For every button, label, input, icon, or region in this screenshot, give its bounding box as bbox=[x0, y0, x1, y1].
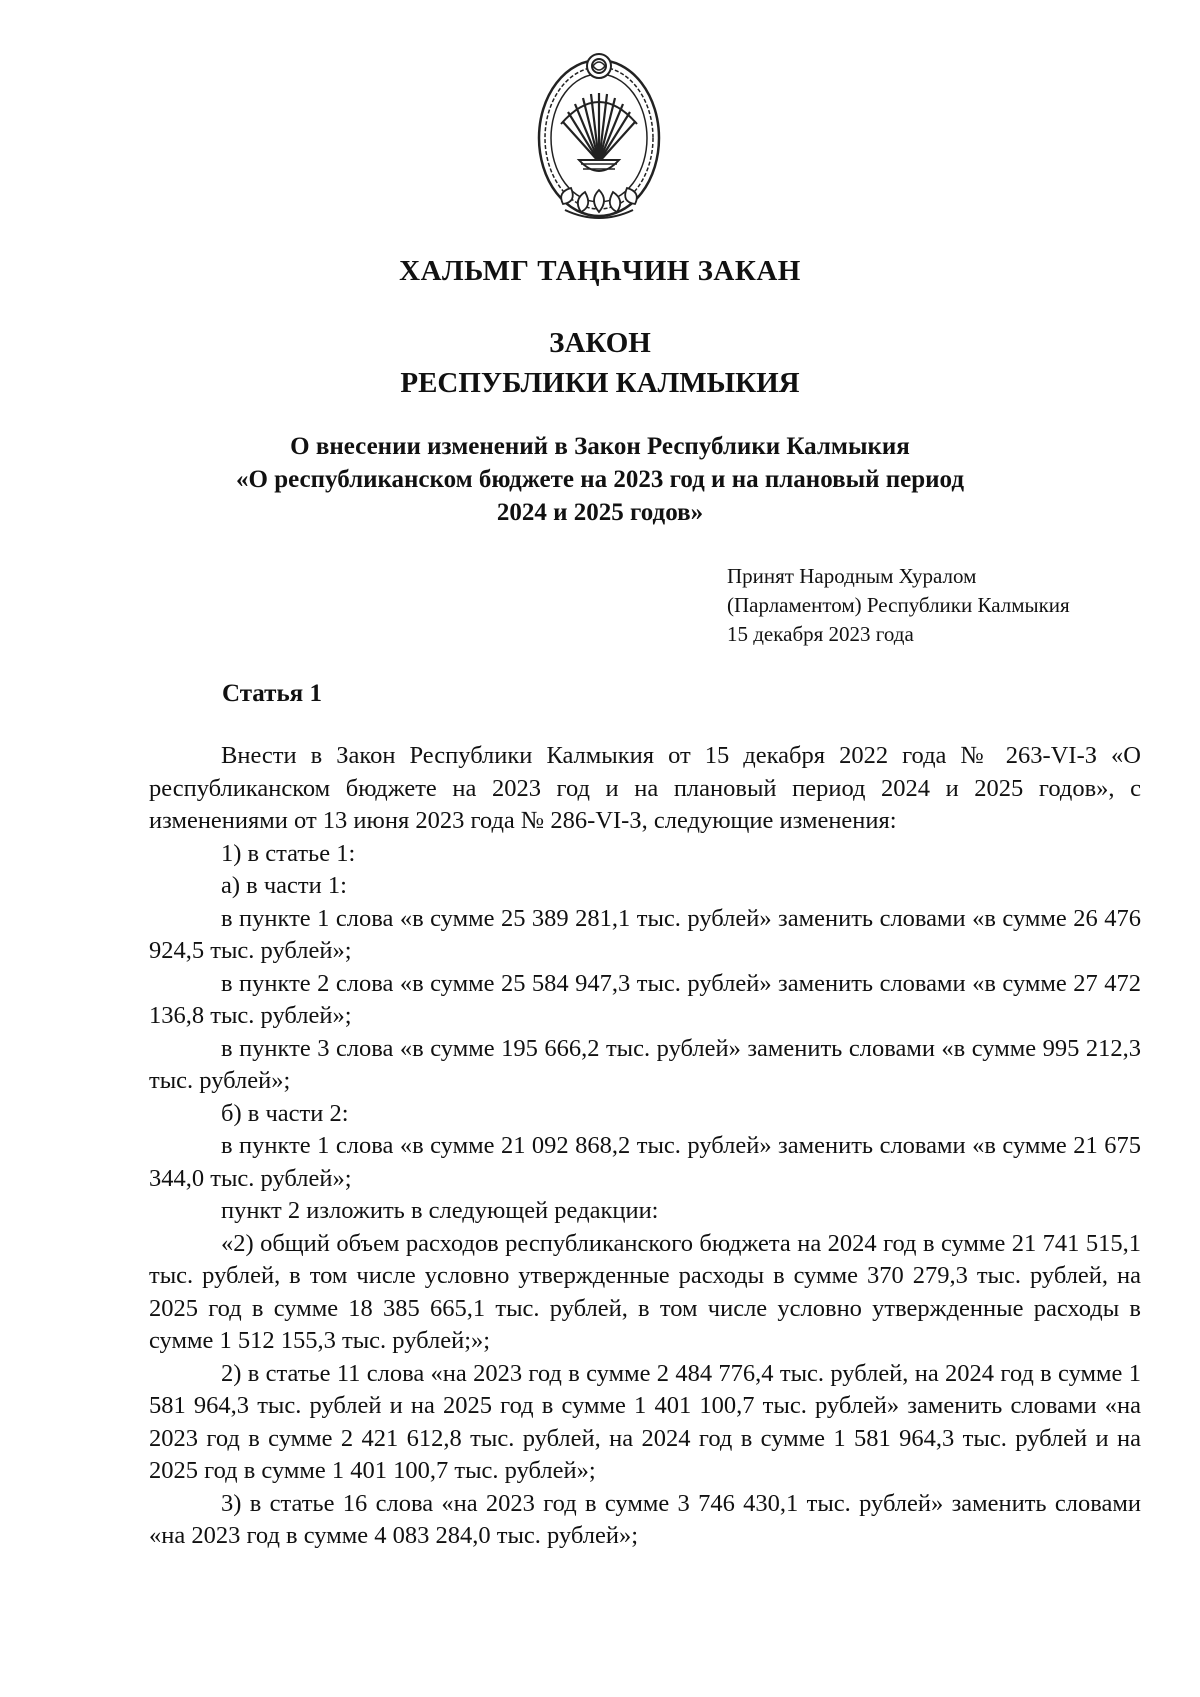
paragraph: в пункте 3 слова «в сумме 195 666,2 тыс. рублей» заменить словами «в сумме 995 212,3 тыс. рублей»; bbox=[149, 1034, 1141, 1094]
paragraph: пункт 2 изложить в следующей редакции: bbox=[221, 1197, 659, 1224]
paragraph: в пункте 1 слова «в сумме 25 389 281,1 тыс. рублей» заменить словами «в сумме 26 476 924,5 тыс. рублей»; bbox=[149, 904, 1141, 964]
subtitle-line: 2024 и 2025 годов» bbox=[496, 499, 704, 526]
paragraph: Внести в Закон Республики Калмыкия от 15 декабря 2022 года № 263-VI-З «О республиканском бюджете на 2023 год и на плановый период 2024 и 2025 годов», с изменениями от 13 июня 2023 года № 286-VI-З, следующие изменения: bbox=[149, 742, 1141, 834]
paragraph: 1) в статье 1: bbox=[221, 839, 356, 867]
law-subtitle bbox=[0, 430, 1200, 529]
adoption-date: 15 декабря 2023 года bbox=[727, 622, 914, 646]
article-heading: Статья 1 bbox=[222, 680, 322, 707]
paragraph: 2) в статье 11 слова «на 2023 год в сумме 2 484 776,4 тыс. рублей, на 2024 год в сумме 1 581 964,3 тыс. рублей и на 2025 год в сумме 1 401 100,7 тыс. рублей» заменить словами «на 2023 год в сумме 2 421 612,8 тыс. рублей, на 2024 год в сумме 1 581 964,3 тыс. рублей и на 2025 год в сумме 1 401 100,7 тыс. рублей»; bbox=[149, 1359, 1141, 1484]
subtitle-line: «О республиканском бюджете на 2023 год и на плановый период bbox=[236, 466, 964, 493]
subtitle-line: О внесении изменений в Закон Республики Калмыкия bbox=[290, 433, 910, 460]
paragraph: б) в части 2: bbox=[221, 1099, 349, 1127]
adoption-line: (Парламентом) Республики Калмыкия bbox=[727, 593, 1070, 617]
paragraph: 3) в статье 16 слова «на 2023 год в сумме 3 746 430,1 тыс. рублей» заменить словами «на 2023 год в сумме 4 083 284,0 тыс. рублей»; bbox=[149, 1489, 1141, 1549]
article-body bbox=[149, 740, 1141, 1553]
paragraph: «2) общий объем расходов республиканского бюджета на 2024 год в сумме 21 741 515,1 тыс. рублей, в том числе условно утвержденные расходы в сумме 370 279,3 тыс. рублей, на 2025 год в сумме 18 385 665,1 тыс. рублей, в том числе условно утвержденные расходы в сумме 1 512 155,3 тыс. рублей;»; bbox=[149, 1229, 1141, 1354]
adoption-note bbox=[727, 562, 1070, 649]
title-law: ЗАКОН bbox=[549, 327, 651, 359]
paragraph: а) в части 1: bbox=[221, 872, 347, 899]
paragraph: в пункте 2 слова «в сумме 25 584 947,3 тыс. рублей» заменить словами «в сумме 27 472 136,8 тыс. рублей»; bbox=[149, 969, 1141, 1029]
title-kalmyk: ХАЛЬМГ ТАҢҺЧИН ЗАКАН bbox=[399, 255, 801, 287]
adoption-line: Принят Народным Хуралом bbox=[727, 564, 977, 588]
title-republic: РЕСПУБЛИКИ КАЛМЫКИЯ bbox=[400, 367, 800, 399]
paragraph: в пункте 1 слова «в сумме 21 092 868,2 тыс. рублей» заменить словами «в сумме 21 675 344,0 тыс. рублей»; bbox=[149, 1132, 1141, 1192]
kalmykia-emblem bbox=[535, 50, 663, 232]
